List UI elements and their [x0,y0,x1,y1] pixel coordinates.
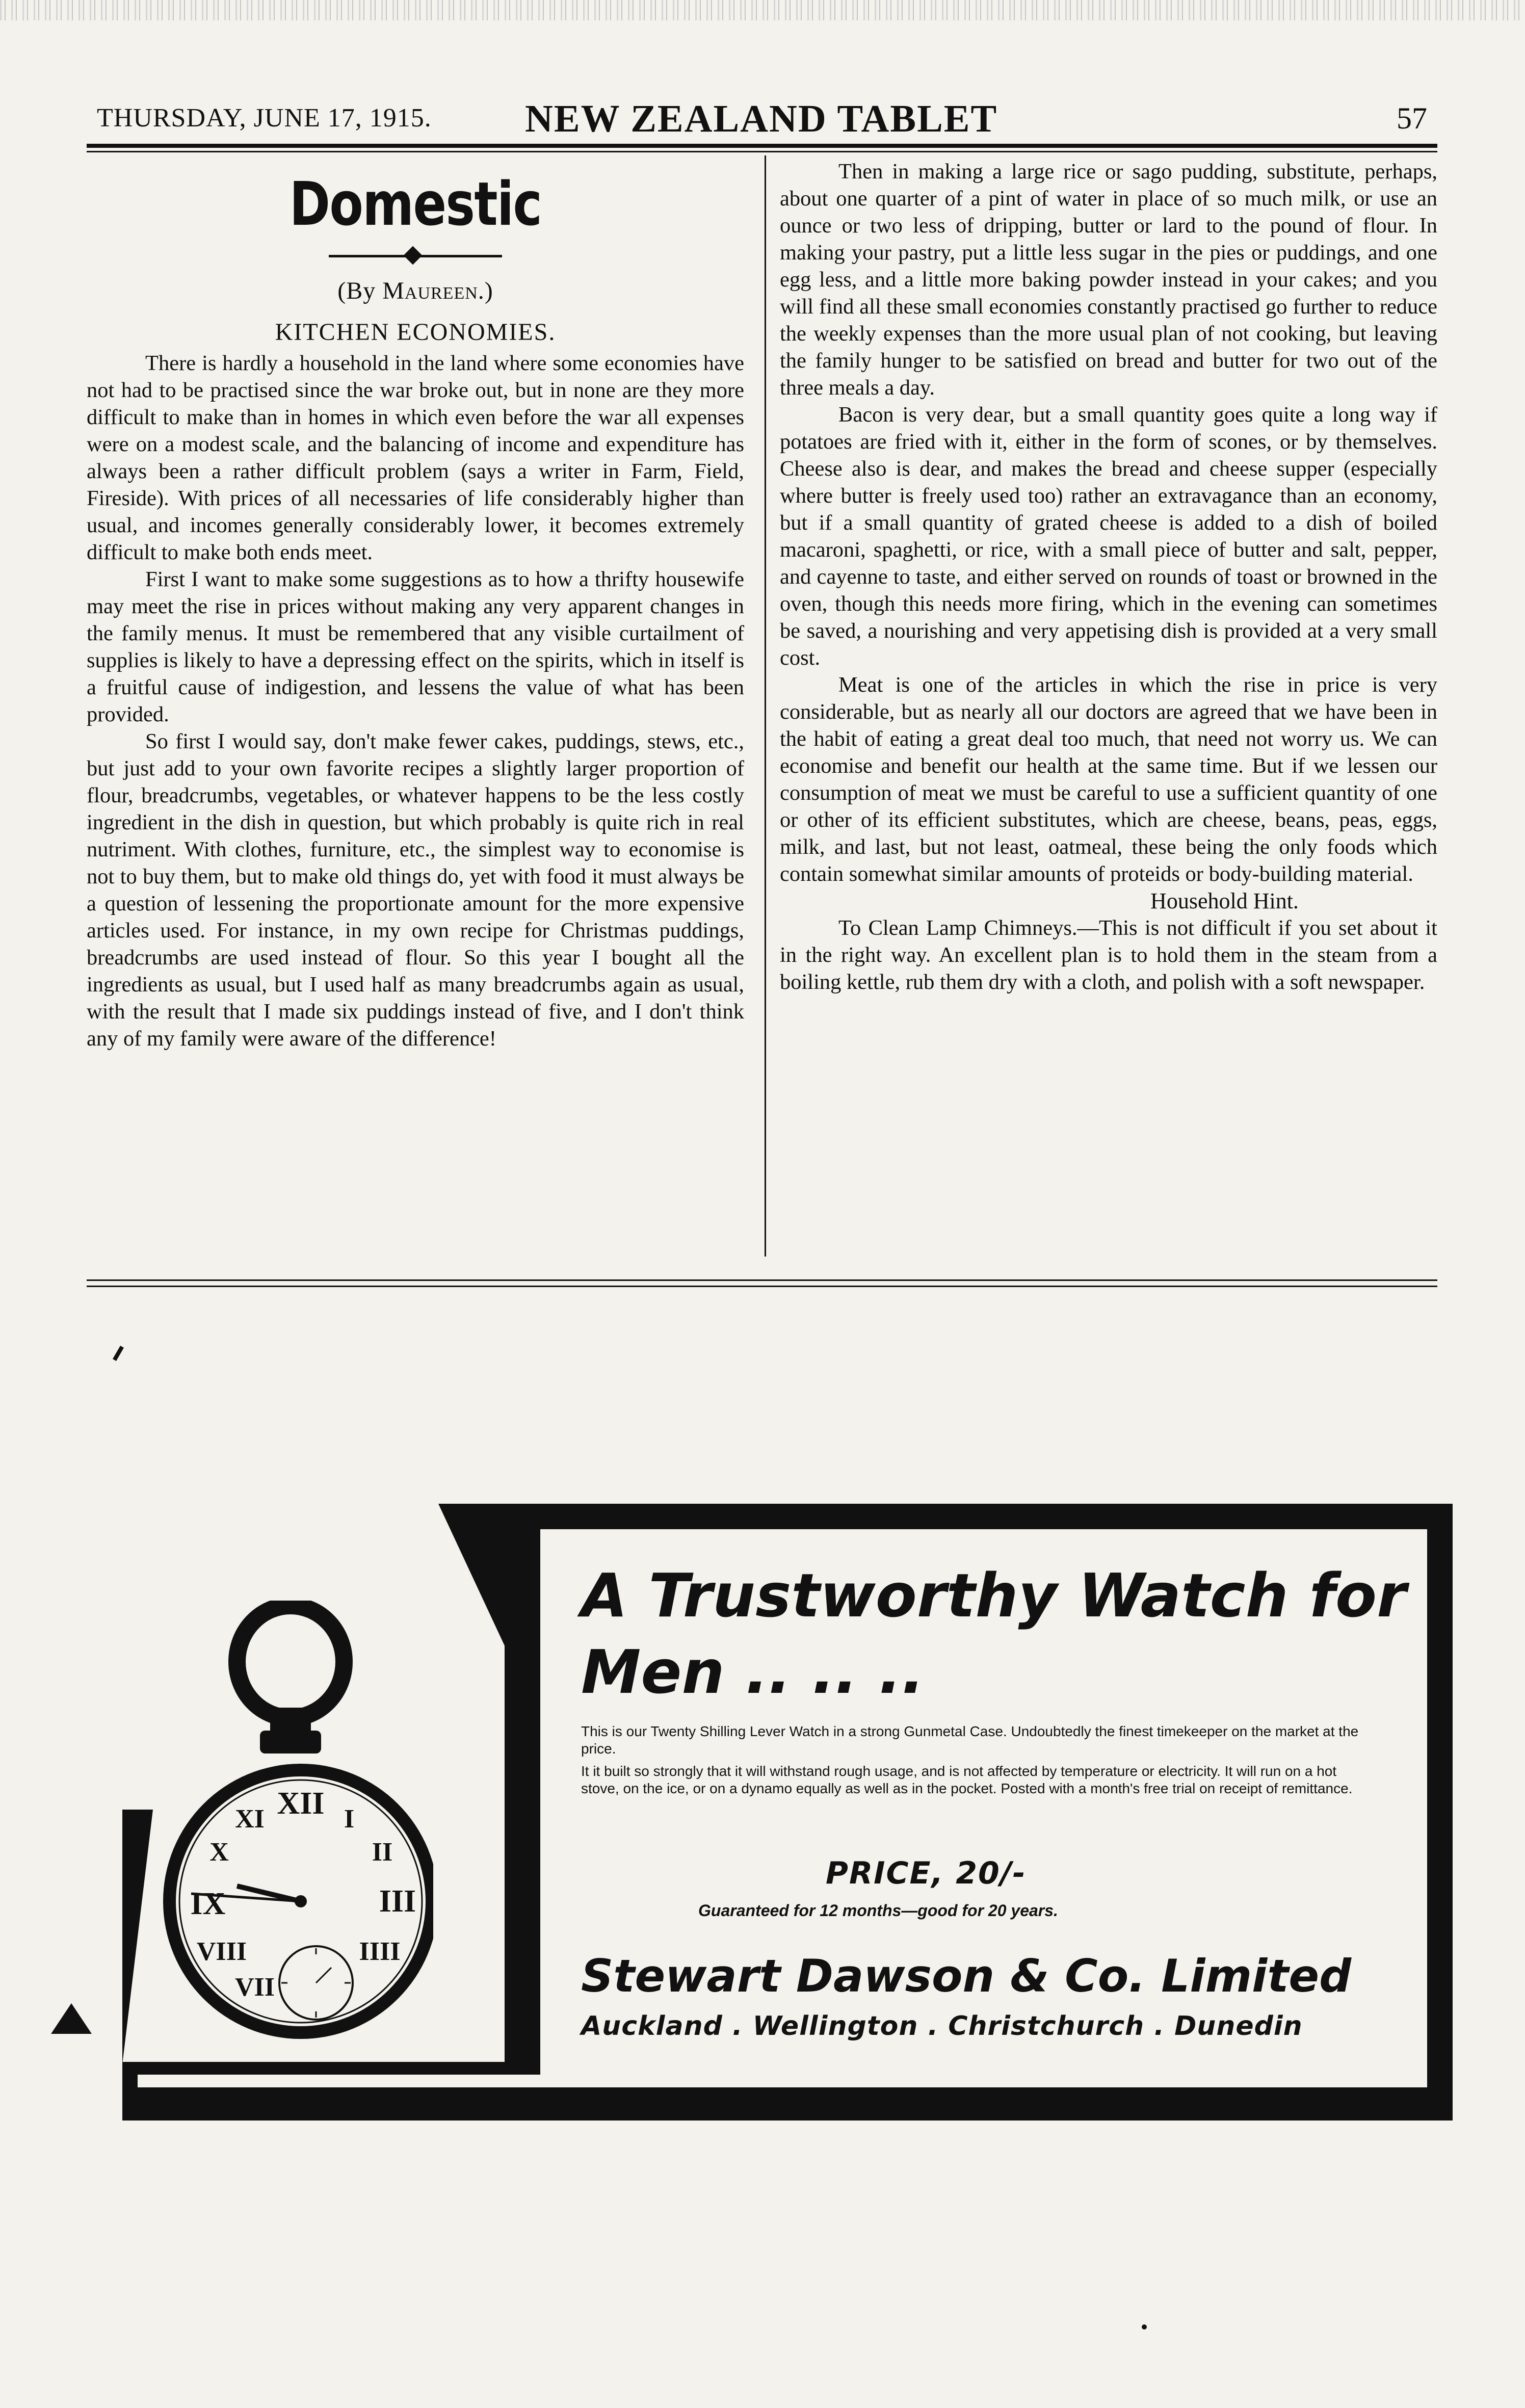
svg-text:II: II [372,1838,393,1867]
ad-cities: Auckland . Wellington . Christchurch . Dunedin [581,2011,1303,2041]
paragraph: So first I would say, don't make fewer cakes, puddings, stews, etc., but just add to your own favorite recipes a slightly larger proportion of flour, breadcrumbs, vegetables, or whatever happens to be the less costly ingredient in the dish in question, but which probably is quite rich in real nutriment. With clothes, furniture, etc., the simplest way to economise is not to buy them, but to make old things do, yet with food it must always be a question of lessening the proportionate amount for the more expensive articles used. For instance, in my own recipe for Christmas puddings, breadcrumbs are used instead of flour. So this year I bought all the ingredients as usual, but I used half as many breadcrumbs again as usual, with the result that I made six puddings instead of five, and I don't think any of my family were aware of the difference! [87,729,744,1051]
ad-frame-corner [438,1504,510,1657]
ad-company-name: Stewart Dawson & Co. Limited [581,1950,1352,2002]
page-number: 57 [1397,101,1427,135]
byline-prefix: (By [337,277,376,304]
section-subhead: KITCHEN ECONOMIES. [275,319,556,346]
paragraph: Then in making a large rice or sago pudding, substitute, perhaps, about one quarter of a pint of water in place of so much milk, or use an ounce or two less of dripping, butter or lard to the pound of flour. In making your pastry, put a little less sugar in the pies or puddings, and one egg less, and a little more baking powder instead in your cakes; and you will find all these small economies constantly practised go further to reduce the weekly expenses than the more usual plan of not cooking, but leaving the family hunger to be satisfied on bread and butter for two out of the three meals a day. [780,160,1437,400]
title-ornament [329,246,502,266]
paragraph: Meat is one of the articles in which the rise in price is very considerable, but as nearly all our doctors are agreed that we have been in the habit of eating a great deal too much, that need not worry us. We can economise and benefit our health at the same time. But if we lessen our consumption of meat we must be careful to use a sufficient quantity of one or other of its efficient substitutes, which are cheese, beans, peas, eggs, milk, and last, but not least, oatmeal, these being the only foods which contain somewhat similar amounts of proteids or body-building material. [780,673,1437,886]
print-mark [113,1346,124,1361]
svg-text:XII: XII [277,1786,325,1821]
header-rule-thin [87,151,1437,152]
paragraph: There is hardly a household in the land where some economies have not had to be practised since the war broke out, but in none are they more difficult to make than in homes in which even before the war all expenses were on a modest scale, and the balancing of income and expenditure has always been a rather difficult problem (says a writer in Farm, Field, Fireside). With prices of all necessaries of life considerably higher than usual, and incomes generally considerably lower, it becomes extremely difficult to make both ends meet. [87,351,744,564]
article-bottom-rule-2 [87,1286,1437,1287]
article-bottom-rule [87,1279,1437,1281]
column-divider [765,155,766,1257]
svg-text:III: III [379,1884,416,1919]
paragraph: Bacon is very dear, but a small quantity goes quite a long way if potatoes are fried with it, either in the form of scones, or by themselves. Cheese also is dear, and makes the bread and cheese supper (especially where butter is freely used too) rather an extravagance than an economy, but if a small quantity of grated cheese is added to a dish of boiled macaroni, spaghetti, or rice, with a small piece of butter and salt, pepper, and cayenne to taste, and either served on rounds of toast or browned in the oven, though this needs more firing, which in the evening can sometimes be saved, a nourishing and very appetising dish is provided at a very small cost. [780,403,1437,670]
ad-description-2: It it built so strongly that it will withstand rough usage, and is not affected by temperature or electricity. It will run on a hot stove, on the ice, or on a dynamo equally as well as in the pocket. Posted with a month's free trial on receipt of remittance. [581,1763,1353,1796]
newspaper-name: NEW ZEALAND TABLET [525,97,998,140]
article-right-column [780,158,1437,996]
article-title: Domestic [289,169,542,239]
ad-guarantee: Guaranteed for 12 months—good for 20 years. [698,1901,1058,1920]
svg-text:IX: IX [190,1887,226,1921]
svg-text:XI: XI [235,1804,265,1834]
ad-price: PRICE, 20/- [826,1855,1027,1891]
ad-headline: A Trustworthy Watch for [581,1560,1407,1631]
household-hint-heading: Household Hint. [1150,888,1299,913]
header-rule-thick [87,144,1437,148]
svg-text:VIII: VIII [196,1937,247,1966]
print-speck [1142,2324,1147,2330]
page-header [97,97,1432,143]
paragraph: First I want to make some suggestions as to how a thrifty housewife may meet the rise in prices without making any very apparent changes in the family menus. It must be remembered that any visible curtailment of supplies is likely to have a depressing effect on the spirits, which in itself is a fruitful cause of indigestion, and lessens the value of what has been provided. [87,567,744,726]
article-left-column [87,163,744,1052]
spade-ornament-icon [51,2003,92,2034]
issue-date: THURSDAY, JUNE 17, 1915. [97,103,432,133]
pocket-watch-icon [148,1601,433,2100]
svg-text:I: I [344,1804,355,1834]
byline [87,277,744,304]
household-hint-text: To Clean Lamp Chimneys.—This is not difficult if you set about it in the right way. An excellent plan is to hold them in the steam from a boiling kettle, rub them dry with a cloth, and polish with a soft newspaper. [780,916,1437,994]
svg-text:IIII: IIII [359,1937,401,1966]
byline-author: Maureen.) [382,277,493,304]
svg-text:X: X [209,1838,229,1867]
print-noise-strip [0,0,1525,20]
ad-headline-continued: Men .. .. .. [581,1637,925,1707]
svg-text:VII: VII [234,1973,275,2002]
ad-description-1: This is our Twenty Shilling Lever Watch in a strong Gunmetal Case. Undoubtedly the finest timekeeper on the market at the price. [581,1723,1359,1757]
